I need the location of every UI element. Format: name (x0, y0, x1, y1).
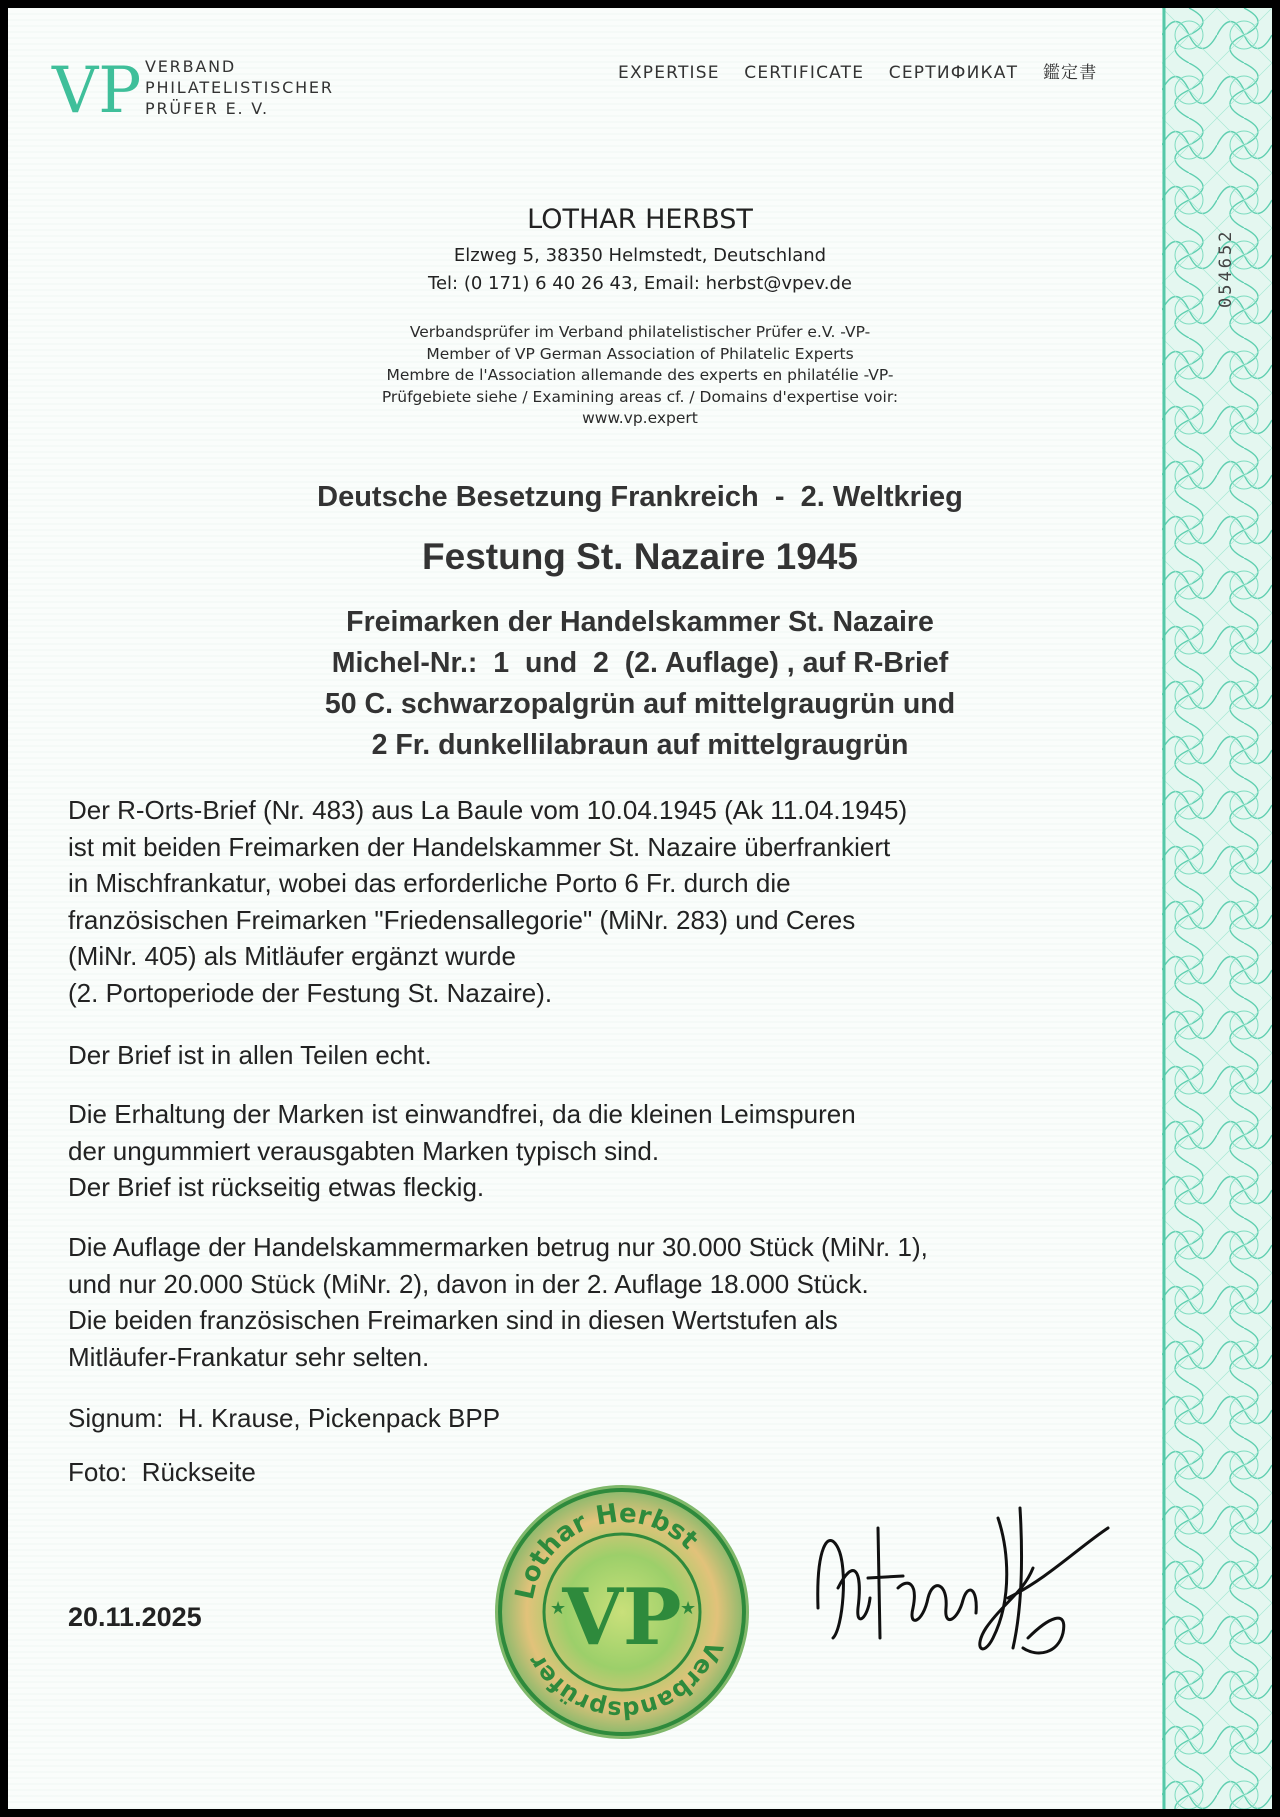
body-line: Die beiden französischen Freimarken sind in diesen Wertstufen als (68, 1305, 838, 1335)
hologram-seal-icon (492, 1482, 752, 1742)
body-paragraph-2: Der Brief ist in allen Teilen echt. (68, 1040, 432, 1070)
body-line: in Mischfrankatur, wobei das erforderliche Porto 6 Fr. durch die (68, 868, 791, 898)
description-line: 50 C. schwarzopalgrün auf mittelgraugrün und (324, 688, 956, 720)
svg-text:VP: VP (52, 54, 142, 124)
body-paragraph-3 (68, 1096, 1188, 1206)
foto-line: Foto: Rückseite (68, 1457, 256, 1487)
description-line: Freimarken der Handelskammer St. Nazaire (346, 606, 934, 638)
body-line: Der R-Orts-Brief (Nr. 483) aus La Baule vom 10.04.1945 (Ak 11.04.1945) (68, 795, 908, 825)
membership-website: www.vp.expert (582, 409, 698, 428)
certificate-area: Deutsche Besetzung Frankreich - 2. Weltkrieg (317, 481, 963, 513)
body-line: der ungummiert verausgabten Marken typisch sind. (68, 1135, 660, 1166)
certificate-types (618, 58, 1115, 83)
membership-line: Membre de l'Association allemande des experts en philatélie -VP- (386, 366, 894, 385)
description-line: Michel-Nr.: 1 und 2 (2. Auflage) , auf R-Brief (331, 647, 949, 679)
cert-type-de: EXPERTISE (618, 63, 720, 83)
signature-icon (808, 1488, 1118, 1678)
org-name-line: PRÜFER E. V. (145, 99, 269, 118)
description-line: 2 Fr. dunkellilabraun auf mittelgraugrün (371, 729, 909, 761)
svg-text:Verbandsprüfer: Verbandsprüfer (522, 1637, 729, 1725)
body-line: (MiNr. 405) als Mitläufer ergänzt wurde (68, 941, 516, 971)
svg-text:★: ★ (550, 1598, 567, 1618)
body-line: ist mit beiden Freimarken der Handelskammer St. Nazaire überfrankiert (68, 831, 891, 862)
expert-name: LOTHAR HERBST (527, 204, 753, 235)
expert-address-block (8, 242, 1272, 298)
membership-line: Member of VP German Association of Philatelic Experts (426, 344, 854, 363)
org-name-line: VERBAND (145, 57, 236, 76)
vp-logo-icon (50, 54, 145, 124)
body-paragraph-1 (68, 792, 1188, 1011)
svg-text:Lothar Herbst: Lothar Herbst (509, 1498, 704, 1603)
expert-address: Elzweg 5, 38350 Helmstedt, Deutschland (453, 245, 827, 266)
signum-line: Signum: H. Krause, Pickenpack BPP (68, 1403, 501, 1433)
body-line: und nur 20.000 Stück (MiNr. 2), davon in der 2. Auflage 18.000 Stück. (68, 1268, 869, 1299)
certificate-description (8, 602, 1272, 766)
certificate-date: 20.11.2025 (68, 1602, 202, 1632)
body-line: (2. Portoperiode der Festung St. Nazaire). (68, 977, 553, 1008)
membership-line: Verbandsprüfer im Verband philatelistischer Prüfer e.V. -VP- (409, 323, 871, 341)
org-name (145, 56, 334, 119)
serial-number: 054652 (1216, 228, 1236, 308)
svg-text:★: ★ (680, 1598, 697, 1618)
body-line: französischen Freimarken "Friedensallegorie" (MiNr. 283) und Ceres (68, 904, 856, 935)
certificate-main-title: Festung St. Nazaire 1945 (422, 536, 858, 577)
org-name-line: PHILATELISTISCHER (145, 78, 334, 97)
body-line: Der Brief ist rückseitig etwas fleckig. (68, 1172, 485, 1202)
membership-line: Prüfgebiete siehe / Examining areas cf. / Domains d'expertise voir: (381, 387, 899, 406)
body-paragraph-4 (68, 1229, 1188, 1375)
cert-type-ru: СЕРТИФИКАТ (888, 63, 1019, 83)
expert-contact: Tel: (0 171) 6 40 26 43, Email: herbst@vpev.de (428, 273, 852, 294)
svg-text:VP: VP (562, 1572, 682, 1663)
certificate-page (8, 8, 1272, 1809)
cert-type-en: CERTIFICATE (744, 63, 865, 83)
body-line: Mitläufer-Frankatur sehr selten. (68, 1341, 430, 1372)
membership-block (8, 322, 1272, 430)
body-line: Die Auflage der Handelskammermarken betrug nur 30.000 Stück (MiNr. 1), (68, 1232, 928, 1262)
body-line: Die Erhaltung der Marken ist einwandfrei, da die kleinen Leimspuren (68, 1099, 856, 1129)
cert-type-jp: 鑑定書 (1042, 63, 1098, 83)
